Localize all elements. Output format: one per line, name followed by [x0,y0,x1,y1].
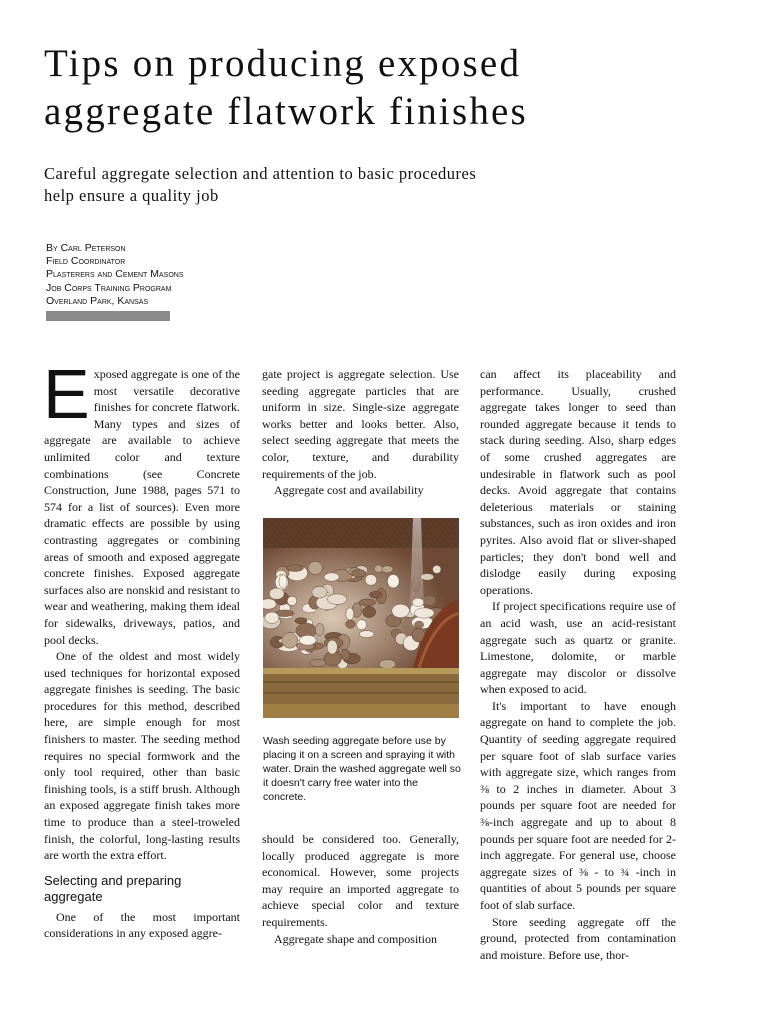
aggregate-stone [352,570,366,578]
byline-program: Job Corps Training Program [46,281,172,294]
paragraph: One of the oldest and most widely used techniques for horizontal exposed aggregate finishes is seeding. The basic procedures for this method, described here, are simple enough for most finishers to master. The seeding method requires no special formwork and the only tool required, other than basic finishing tools, is a stiff brush. Although an exposed aggregate finish takes more time to produce than a steel-troweled finish, the colorful, long-lasting results are worth the extra effort. [44,649,240,863]
aggregate-stone [365,575,377,586]
column-3 [480,366,676,963]
paragraph: Store seeding aggregate off the ground, protected from contamination and moisture. Before use, thor- [480,914,676,962]
aggregate-stone [327,594,346,605]
byline-role: Field Coordinator [46,255,126,268]
aggregate-stone [287,565,304,572]
title-line-1: Tips on producing exposed [44,42,522,85]
aggregate-stone [324,573,339,581]
aggregate-stone [341,649,350,660]
aggregate-stone [357,620,367,630]
byline-rule-bar [46,311,170,321]
paragraph: gate project is aggregate selection. Use seeding aggregate particles that are uniform in size. Single-size aggregate works better and looks better. Also, select seeding aggregate that meets the color, texture, and durability requirements of the job. [262,367,459,481]
aggregate-stone [392,604,410,618]
aggregate-stone [312,587,327,599]
subtitle-line-2: help ensure a quality job [44,186,219,205]
article-subtitle [44,163,604,207]
intro-paragraph [43,355,240,648]
aggregate-washing-photo [263,518,459,718]
paragraph: Aggregate shape and composition [274,931,437,946]
drop-cap: E [43,355,90,433]
column-2-top [262,366,459,499]
paragraph: should be considered too. Generally, locally produced aggregate is more economical. However, some projects may require an imported aggregate to achieve special color and texture requirements. [262,832,459,929]
subtitle-line-1: Careful aggregate selection and attention to basic procedures [44,164,477,183]
paragraph: It's important to have enough aggregate on hand to complete the job. Quantity of seeding aggregate required per square foot of slab surface varies with aggregate size, which ranges from ⅜ to 2 inches in diameter. About 3 pounds per square foot are needed for ⅜-inch aggregate and up to about 8 pounds per square foot are needed for 2-inch aggregate. For general use, choose aggregate sizes of ⅜ - to ¾ -inch in quantities of about 5 pounds per square foot of slab surface. [480,698,676,912]
aggregate-stone [363,606,376,617]
aggregate-stone [265,612,279,623]
aggregate-stone [433,565,441,573]
paragraph: can affect its placeability and performance. Usually, crushed aggregate takes longer to seed than rounded aggregate because it tends to stack during seeding. Also, sharp edges of some crushed aggregates are undesirable in flatwork such as pool decks. Avoid aggregate that contains deleterious materials or staining substances, such as iron oxides and iron pyrites. Also avoid flat or sliver-shaped particles; they don't bond well and dislodge easily during exposing operations. [480,367,676,597]
aggregate-stone [263,599,276,609]
title-line-2: aggregate flatwork finishes [44,90,528,133]
aggregate-stone [308,561,322,574]
aggregate-stone [310,659,326,666]
aggregate-stone [279,575,287,588]
author-byline [46,242,184,308]
aggregate-stone [359,631,374,638]
photo-caption: Wash seeding aggregate before use by placing it on a screen and spraying it with water. Drain the washed aggregate well so it doesn't carry free water into the concrete. [263,735,461,803]
aggregate-stone [269,588,284,599]
intro-text: xposed aggregate is one of the most versatile decorative finishes for concrete flatwork. Many types and sizes of aggregate are available to achieve unlimited color and texture combinations (see Concrete Construction, June 1988, pages 571 to 574 for a list of sources). Even more dramatic effects are possible by using contrasting aggregates or combining areas of smooth and exposed aggregate concrete finishes. Exposed aggregate surfaces also are nonskid and resistant to wear and weathering, making them ideal for sidewalks, driveways, patios, and pool decks. [44,367,240,647]
column-1 [43,355,240,942]
section-heading: Selecting and preparing aggregate [44,872,182,904]
aggregate-stone [374,565,382,573]
aggregate-stone [346,608,354,620]
aggregate-stone [315,623,324,635]
aggregate-stone [359,599,376,606]
aggregate-stone [282,633,298,649]
article-title [44,40,734,136]
aggregate-stone [346,620,356,628]
byline-organization: Plasterers and Cement Masons [46,268,184,281]
byline-location: Overland Park, Kansas [46,294,149,307]
paragraph: If project specifications require use of an acid wash, use an acid-resistant aggregate such as quartz or granite. Limestone, dolomite, or marble aggregate may discolor or dissolve when exposed to acid. [480,599,676,697]
paragraph: Aggregate cost and availability [274,483,424,498]
aggregate-stone [422,595,436,606]
byline-author: By Carl Peterson [46,242,126,254]
column-2-bottom [262,831,459,947]
aggregate-stone [387,574,399,588]
aggregate-stone [379,660,396,669]
aggregate-stone [369,591,382,598]
aggregate-stone [327,640,337,654]
aggregate-stone [287,596,297,605]
paragraph: One of the most important considerations in any exposed aggre- [44,909,240,941]
aggregate-stone [382,566,393,573]
aggregate-stone [299,635,316,645]
